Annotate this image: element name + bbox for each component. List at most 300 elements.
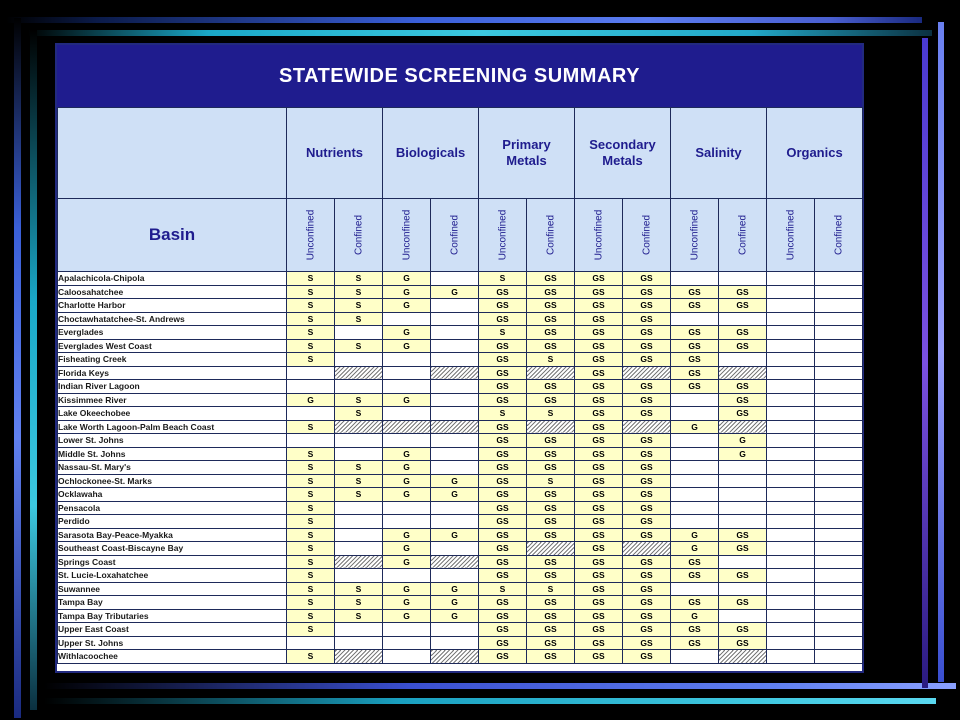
value-cell: G bbox=[383, 596, 431, 610]
table-row bbox=[58, 650, 863, 664]
basin-name: Fisheating Creek bbox=[58, 353, 287, 367]
basin-name: Lower St. Johns bbox=[58, 434, 287, 448]
value-cell bbox=[815, 650, 863, 664]
value-cell bbox=[815, 623, 863, 637]
value-cell bbox=[431, 353, 479, 367]
value-cell: S bbox=[335, 339, 383, 353]
value-cell: GS bbox=[527, 501, 575, 515]
value-cell bbox=[383, 636, 431, 650]
value-cell: GS bbox=[575, 515, 623, 529]
value-cell: GS bbox=[479, 542, 527, 556]
value-cell bbox=[719, 474, 767, 488]
value-cell bbox=[767, 285, 815, 299]
value-cell bbox=[767, 474, 815, 488]
value-cell: G bbox=[671, 542, 719, 556]
value-cell bbox=[335, 636, 383, 650]
subheader-label: Unconfined bbox=[785, 209, 797, 261]
value-cell bbox=[815, 555, 863, 569]
decorative-border-top-outer bbox=[6, 17, 922, 23]
basin-name: Indian River Lagoon bbox=[58, 380, 287, 394]
screening-summary-table bbox=[57, 107, 863, 664]
value-cell bbox=[431, 542, 479, 556]
value-cell: GS bbox=[671, 636, 719, 650]
basin-name: Choctawhatatchee-St. Andrews bbox=[58, 312, 287, 326]
value-cell bbox=[719, 312, 767, 326]
value-cell: GS bbox=[719, 407, 767, 421]
value-cell: G bbox=[383, 339, 431, 353]
basin-name: Withlacoochee bbox=[58, 650, 287, 664]
value-cell: GS bbox=[527, 569, 575, 583]
value-cell: GS bbox=[719, 393, 767, 407]
value-cell: GS bbox=[623, 380, 671, 394]
value-cell: G bbox=[383, 488, 431, 502]
value-cell bbox=[815, 420, 863, 434]
value-cell: GS bbox=[527, 447, 575, 461]
table-title: STATEWIDE SCREENING SUMMARY bbox=[57, 45, 862, 107]
hatched-cell bbox=[623, 420, 671, 434]
value-cell bbox=[671, 515, 719, 529]
value-cell: S bbox=[335, 596, 383, 610]
value-cell bbox=[287, 407, 335, 421]
value-cell bbox=[335, 501, 383, 515]
value-cell: GS bbox=[479, 366, 527, 380]
value-cell: GS bbox=[719, 623, 767, 637]
value-cell: S bbox=[287, 285, 335, 299]
basin-name: St. Lucie-Loxahatchee bbox=[58, 569, 287, 583]
value-cell bbox=[767, 542, 815, 556]
value-cell: GS bbox=[623, 501, 671, 515]
hatched-cell bbox=[431, 366, 479, 380]
group-header-organics: Organics bbox=[767, 108, 863, 199]
value-cell: GS bbox=[671, 285, 719, 299]
value-cell: S bbox=[287, 326, 335, 340]
value-cell: GS bbox=[527, 434, 575, 448]
value-cell bbox=[767, 555, 815, 569]
value-cell: GS bbox=[623, 650, 671, 664]
subheader-label: Unconfined bbox=[497, 209, 509, 261]
value-cell: GS bbox=[575, 623, 623, 637]
value-cell: G bbox=[671, 609, 719, 623]
value-cell bbox=[431, 515, 479, 529]
value-cell: S bbox=[287, 596, 335, 610]
table-row bbox=[58, 461, 863, 475]
value-cell: GS bbox=[479, 353, 527, 367]
table-row bbox=[58, 434, 863, 448]
hatched-cell bbox=[527, 542, 575, 556]
value-cell bbox=[767, 596, 815, 610]
value-cell: G bbox=[671, 528, 719, 542]
value-cell bbox=[815, 339, 863, 353]
value-cell: G bbox=[383, 555, 431, 569]
value-cell: S bbox=[479, 272, 527, 286]
value-cell: S bbox=[287, 299, 335, 313]
value-cell bbox=[815, 299, 863, 313]
value-cell: GS bbox=[575, 582, 623, 596]
subheader-unconfined bbox=[287, 199, 335, 272]
value-cell bbox=[671, 650, 719, 664]
value-cell bbox=[815, 528, 863, 542]
value-cell: GS bbox=[671, 299, 719, 313]
value-cell: GS bbox=[527, 299, 575, 313]
hatched-cell bbox=[431, 420, 479, 434]
table-row bbox=[58, 488, 863, 502]
table-row bbox=[58, 542, 863, 556]
table-row bbox=[58, 447, 863, 461]
value-cell bbox=[767, 569, 815, 583]
value-cell: G bbox=[383, 326, 431, 340]
subheader-confined bbox=[815, 199, 863, 272]
value-cell bbox=[815, 312, 863, 326]
value-cell bbox=[431, 380, 479, 394]
basin-name: Sarasota Bay-Peace-Myakka bbox=[58, 528, 287, 542]
value-cell bbox=[767, 326, 815, 340]
hatched-cell bbox=[719, 420, 767, 434]
table-row bbox=[58, 528, 863, 542]
value-cell bbox=[671, 501, 719, 515]
value-cell: S bbox=[287, 339, 335, 353]
group-header-biologicals: Biologicals bbox=[383, 108, 479, 199]
value-cell: S bbox=[287, 488, 335, 502]
value-cell bbox=[815, 285, 863, 299]
subheader-label: Unconfined bbox=[689, 209, 701, 261]
value-cell: GS bbox=[623, 488, 671, 502]
value-cell: GS bbox=[575, 272, 623, 286]
basin-name: Suwannee bbox=[58, 582, 287, 596]
value-cell: GS bbox=[479, 447, 527, 461]
value-cell: G bbox=[287, 393, 335, 407]
value-cell bbox=[767, 501, 815, 515]
value-cell: GS bbox=[527, 596, 575, 610]
value-cell: GS bbox=[527, 555, 575, 569]
value-cell bbox=[719, 272, 767, 286]
value-cell: G bbox=[719, 434, 767, 448]
value-cell: G bbox=[383, 272, 431, 286]
subheader-unconfined bbox=[671, 199, 719, 272]
value-cell bbox=[335, 353, 383, 367]
value-cell: GS bbox=[575, 434, 623, 448]
basin-name: Lake Worth Lagoon-Palm Beach Coast bbox=[58, 420, 287, 434]
value-cell bbox=[671, 461, 719, 475]
value-cell: GS bbox=[479, 380, 527, 394]
hatched-cell bbox=[431, 555, 479, 569]
value-cell: GS bbox=[719, 285, 767, 299]
subheader-confined bbox=[719, 199, 767, 272]
value-cell: GS bbox=[719, 339, 767, 353]
group-header-primary-metals-label: Primary Metals bbox=[502, 137, 551, 168]
value-cell bbox=[671, 488, 719, 502]
value-cell: S bbox=[335, 312, 383, 326]
value-cell bbox=[383, 501, 431, 515]
value-cell: GS bbox=[527, 461, 575, 475]
value-cell: GS bbox=[575, 447, 623, 461]
value-cell bbox=[815, 326, 863, 340]
value-cell bbox=[767, 407, 815, 421]
value-cell bbox=[767, 366, 815, 380]
group-header-secondary-metals-label: Secondary Metals bbox=[589, 137, 656, 168]
value-cell bbox=[383, 407, 431, 421]
value-cell: GS bbox=[719, 636, 767, 650]
value-cell: S bbox=[287, 542, 335, 556]
value-cell: S bbox=[287, 447, 335, 461]
basin-name: Ocklawaha bbox=[58, 488, 287, 502]
value-cell: GS bbox=[479, 461, 527, 475]
basin-name: Nassau-St. Mary's bbox=[58, 461, 287, 475]
subheader-unconfined bbox=[479, 199, 527, 272]
table-row bbox=[58, 312, 863, 326]
value-cell: S bbox=[335, 393, 383, 407]
value-cell bbox=[287, 380, 335, 394]
value-cell bbox=[767, 312, 815, 326]
value-cell: GS bbox=[575, 285, 623, 299]
basin-name: Charlotte Harbor bbox=[58, 299, 287, 313]
value-cell bbox=[335, 542, 383, 556]
value-cell bbox=[767, 461, 815, 475]
value-cell: G bbox=[383, 447, 431, 461]
value-cell: S bbox=[335, 285, 383, 299]
value-cell: GS bbox=[623, 461, 671, 475]
table-row bbox=[58, 285, 863, 299]
decorative-border-left-outer bbox=[14, 18, 21, 718]
value-cell: GS bbox=[479, 393, 527, 407]
header-blank-cell bbox=[58, 108, 287, 199]
value-cell: GS bbox=[479, 474, 527, 488]
value-cell bbox=[287, 366, 335, 380]
value-cell bbox=[719, 515, 767, 529]
value-cell: GS bbox=[575, 596, 623, 610]
value-cell: GS bbox=[479, 285, 527, 299]
value-cell bbox=[719, 582, 767, 596]
hatched-cell bbox=[719, 366, 767, 380]
hatched-cell bbox=[527, 420, 575, 434]
value-cell: GS bbox=[623, 555, 671, 569]
group-header-secondary-metals bbox=[575, 108, 671, 199]
table-row bbox=[58, 272, 863, 286]
value-cell: GS bbox=[623, 515, 671, 529]
value-cell: S bbox=[527, 474, 575, 488]
value-cell: GS bbox=[623, 528, 671, 542]
value-cell bbox=[671, 312, 719, 326]
basin-name: Tampa Bay bbox=[58, 596, 287, 610]
value-cell bbox=[335, 447, 383, 461]
value-cell bbox=[767, 339, 815, 353]
value-cell: GS bbox=[479, 596, 527, 610]
basin-name: Southeast Coast-Biscayne Bay bbox=[58, 542, 287, 556]
value-cell: G bbox=[383, 285, 431, 299]
value-cell: S bbox=[479, 326, 527, 340]
value-cell: S bbox=[287, 312, 335, 326]
value-cell: G bbox=[383, 542, 431, 556]
value-cell bbox=[767, 299, 815, 313]
basin-name: Pensacola bbox=[58, 501, 287, 515]
value-cell: GS bbox=[527, 312, 575, 326]
value-cell: GS bbox=[575, 501, 623, 515]
value-cell: S bbox=[479, 582, 527, 596]
decorative-border-right-outer bbox=[938, 22, 944, 682]
value-cell: S bbox=[527, 353, 575, 367]
table-row bbox=[58, 474, 863, 488]
value-cell bbox=[671, 474, 719, 488]
value-cell: G bbox=[431, 596, 479, 610]
value-cell bbox=[767, 636, 815, 650]
value-cell: GS bbox=[575, 353, 623, 367]
value-cell bbox=[383, 366, 431, 380]
hatched-cell bbox=[719, 650, 767, 664]
value-cell: G bbox=[431, 285, 479, 299]
value-cell: GS bbox=[623, 623, 671, 637]
value-cell: GS bbox=[623, 434, 671, 448]
value-cell: S bbox=[335, 272, 383, 286]
value-cell bbox=[719, 488, 767, 502]
value-cell: GS bbox=[479, 515, 527, 529]
value-cell: GS bbox=[719, 542, 767, 556]
value-cell: GS bbox=[527, 326, 575, 340]
table-row bbox=[58, 515, 863, 529]
value-cell bbox=[383, 515, 431, 529]
value-cell bbox=[815, 272, 863, 286]
value-cell: S bbox=[335, 407, 383, 421]
value-cell bbox=[383, 434, 431, 448]
value-cell bbox=[287, 434, 335, 448]
value-cell bbox=[815, 474, 863, 488]
subheader-label: Unconfined bbox=[593, 209, 605, 261]
value-cell bbox=[815, 596, 863, 610]
value-cell: GS bbox=[527, 285, 575, 299]
value-cell: G bbox=[383, 299, 431, 313]
value-cell bbox=[671, 407, 719, 421]
value-cell bbox=[767, 380, 815, 394]
table-row bbox=[58, 380, 863, 394]
table-row bbox=[58, 501, 863, 515]
hatched-cell bbox=[431, 650, 479, 664]
value-cell: G bbox=[431, 609, 479, 623]
value-cell: GS bbox=[575, 380, 623, 394]
value-cell bbox=[431, 636, 479, 650]
table-row bbox=[58, 353, 863, 367]
value-cell: GS bbox=[623, 569, 671, 583]
value-cell: GS bbox=[719, 569, 767, 583]
basin-name: Kissimmee River bbox=[58, 393, 287, 407]
value-cell bbox=[719, 501, 767, 515]
hatched-cell bbox=[335, 555, 383, 569]
value-cell bbox=[719, 353, 767, 367]
value-cell: GS bbox=[527, 393, 575, 407]
decorative-border-bottom-inner bbox=[44, 683, 956, 689]
basin-name: Lake Okeechobee bbox=[58, 407, 287, 421]
decorative-border-top-inner bbox=[28, 30, 932, 36]
value-cell: GS bbox=[623, 609, 671, 623]
subheader-label: Confined bbox=[833, 214, 845, 256]
value-cell: GS bbox=[623, 285, 671, 299]
value-cell: GS bbox=[623, 272, 671, 286]
table-row bbox=[58, 609, 863, 623]
value-cell: GS bbox=[575, 299, 623, 313]
value-cell bbox=[431, 461, 479, 475]
value-cell: G bbox=[383, 474, 431, 488]
value-cell: GS bbox=[575, 555, 623, 569]
table-row bbox=[58, 582, 863, 596]
value-cell: GS bbox=[623, 312, 671, 326]
table-row bbox=[58, 569, 863, 583]
value-cell bbox=[431, 339, 479, 353]
subheader-confined bbox=[623, 199, 671, 272]
value-cell bbox=[431, 407, 479, 421]
value-cell: GS bbox=[479, 501, 527, 515]
value-cell bbox=[815, 366, 863, 380]
value-cell bbox=[815, 609, 863, 623]
value-cell: GS bbox=[527, 488, 575, 502]
basin-name: Florida Keys bbox=[58, 366, 287, 380]
subheader-unconfined bbox=[767, 199, 815, 272]
value-cell bbox=[383, 623, 431, 637]
value-cell bbox=[671, 393, 719, 407]
value-cell bbox=[383, 312, 431, 326]
hatched-cell bbox=[383, 420, 431, 434]
value-cell: S bbox=[479, 407, 527, 421]
value-cell bbox=[335, 326, 383, 340]
value-cell: GS bbox=[527, 515, 575, 529]
value-cell: GS bbox=[575, 488, 623, 502]
value-cell: G bbox=[719, 447, 767, 461]
value-cell: GS bbox=[479, 650, 527, 664]
value-cell: GS bbox=[575, 528, 623, 542]
subheader-label: Unconfined bbox=[401, 209, 412, 261]
table-row bbox=[58, 393, 863, 407]
value-cell: S bbox=[335, 582, 383, 596]
value-cell: GS bbox=[479, 312, 527, 326]
value-cell: GS bbox=[575, 420, 623, 434]
value-cell: GS bbox=[671, 380, 719, 394]
value-cell: G bbox=[431, 582, 479, 596]
value-cell bbox=[815, 407, 863, 421]
value-cell bbox=[671, 582, 719, 596]
value-cell bbox=[335, 528, 383, 542]
basin-column-header: Basin bbox=[58, 199, 287, 272]
value-cell: S bbox=[527, 407, 575, 421]
value-cell bbox=[431, 393, 479, 407]
value-cell: GS bbox=[527, 380, 575, 394]
value-cell: GS bbox=[479, 569, 527, 583]
basin-name: Apalachicola-Chipola bbox=[58, 272, 287, 286]
subheader-label: Confined bbox=[641, 214, 653, 256]
value-cell: G bbox=[383, 393, 431, 407]
value-cell: GS bbox=[671, 353, 719, 367]
subheader-label: Confined bbox=[449, 214, 460, 256]
value-cell bbox=[287, 636, 335, 650]
value-cell bbox=[815, 393, 863, 407]
value-cell: GS bbox=[575, 569, 623, 583]
value-cell bbox=[815, 434, 863, 448]
value-cell bbox=[767, 515, 815, 529]
value-cell: S bbox=[287, 501, 335, 515]
table-row bbox=[58, 636, 863, 650]
subheader-label: Confined bbox=[353, 214, 364, 256]
value-cell: G bbox=[383, 528, 431, 542]
value-cell: G bbox=[383, 609, 431, 623]
value-cell: GS bbox=[575, 542, 623, 556]
subheader-label: Confined bbox=[545, 214, 557, 256]
value-cell: S bbox=[335, 474, 383, 488]
basin-name: Upper East Coast bbox=[58, 623, 287, 637]
value-cell bbox=[335, 434, 383, 448]
value-cell: GS bbox=[671, 339, 719, 353]
value-cell bbox=[431, 447, 479, 461]
value-cell bbox=[383, 569, 431, 583]
basin-name: Ochlockonee-St. Marks bbox=[58, 474, 287, 488]
value-cell: GS bbox=[479, 636, 527, 650]
value-cell: GS bbox=[623, 636, 671, 650]
value-cell bbox=[671, 447, 719, 461]
table-row bbox=[58, 420, 863, 434]
